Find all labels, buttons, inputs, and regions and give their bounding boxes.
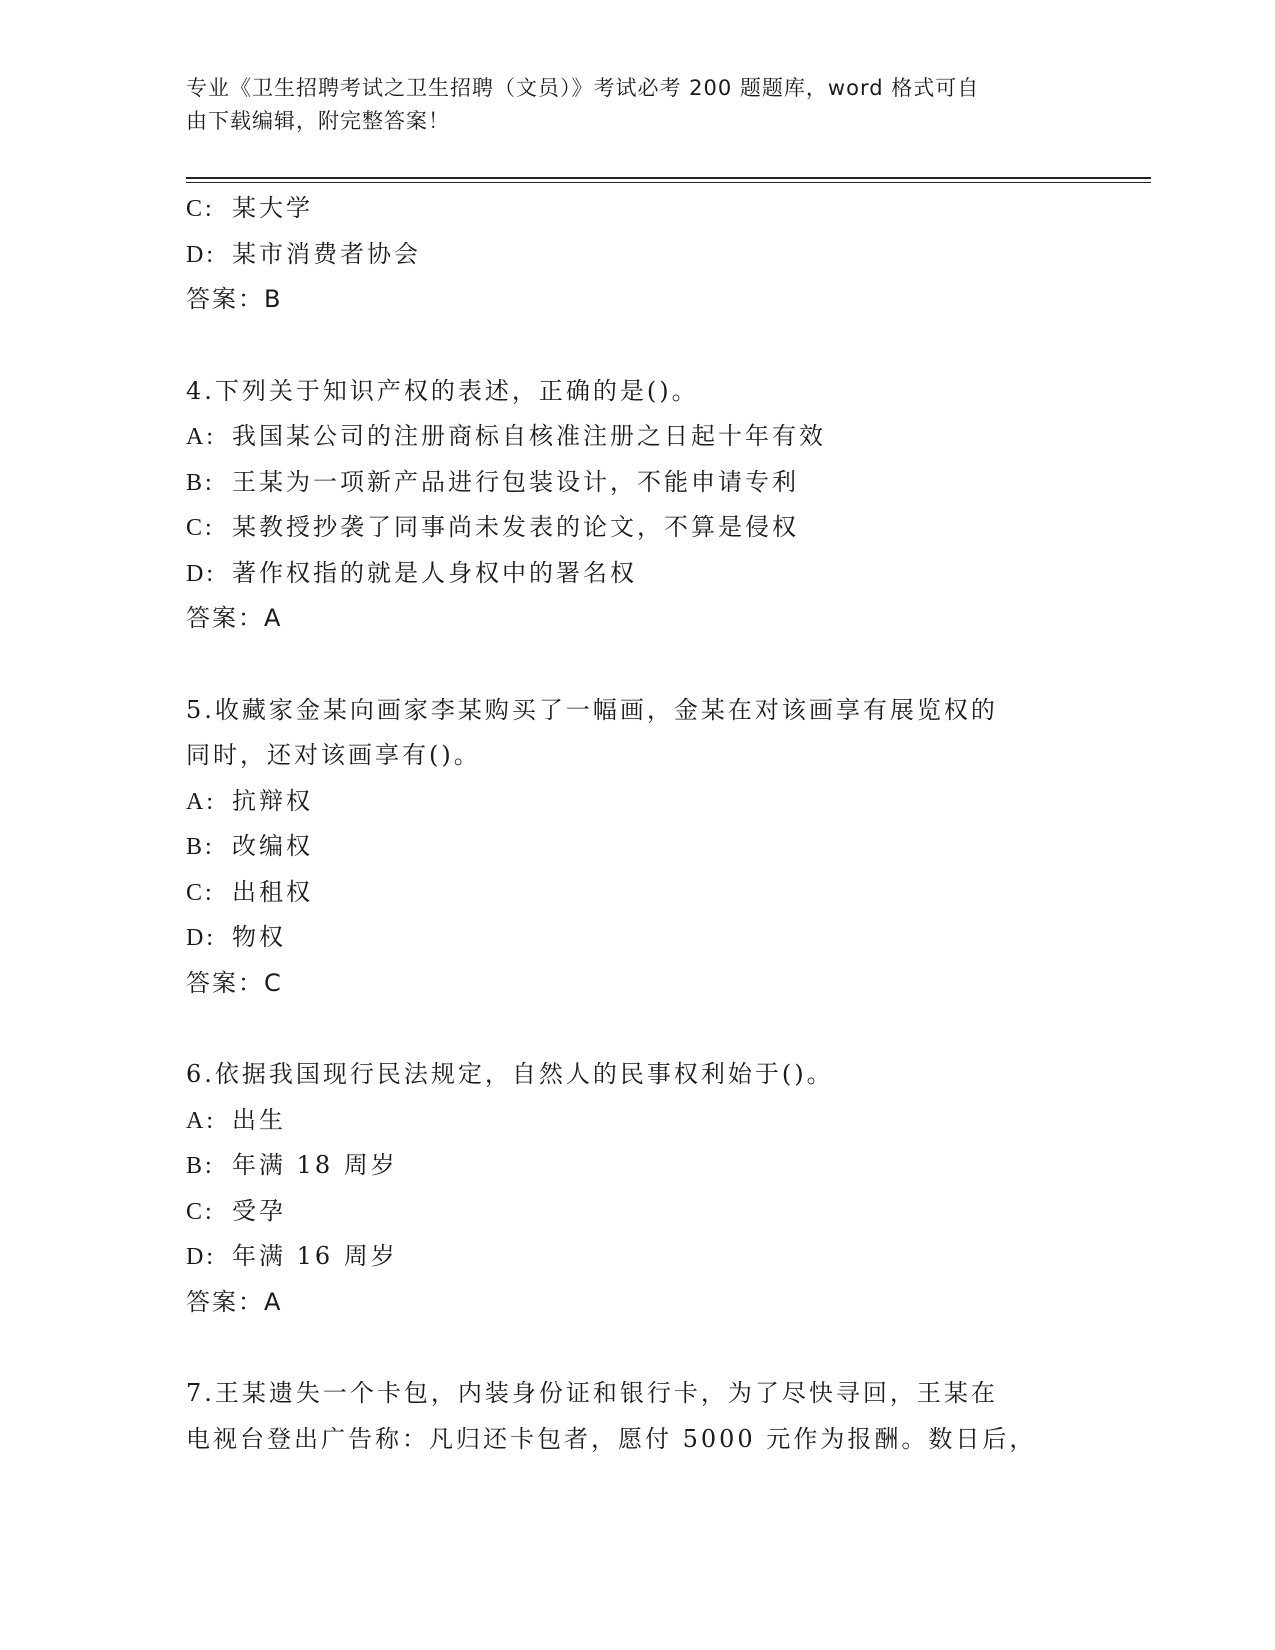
option-a: A: 抗辩权: [186, 786, 313, 815]
question-text-line-2: 电视台登出广告称：凡归还卡包者，愿付 5000 元作为报酬。数日后，: [186, 1424, 1037, 1453]
header-rule-thin: [186, 182, 1151, 183]
answer-line: 答案：B: [186, 285, 283, 313]
option-d: D: 著作权指的就是人身权中的署名权: [186, 558, 637, 587]
option-d: D: 年满 16 周岁: [186, 1242, 398, 1270]
question-text: 6.依据我国现行民法规定，自然人的民事权利始于()。: [186, 1060, 834, 1088]
question-text-line-1: 5.收藏家金某向画家李某购买了一幅画，金某在对该画享有展览权的: [186, 695, 998, 724]
question-text-line-2: 同时，还对该画享有()。: [186, 741, 481, 769]
option-a: A: 我国某公司的注册商标自核准注册之日起十年有效: [186, 422, 826, 450]
option-c: C: 某教授抄袭了同事尚未发表的论文，不算是侵权: [186, 513, 799, 541]
option-c: C: 受孕: [186, 1196, 286, 1225]
option-b: B: 年满 18 周岁: [186, 1151, 398, 1179]
document-header: [186, 72, 1066, 138]
question-text: 4.下列关于知识产权的表述，正确的是()。: [186, 376, 699, 405]
option-c: C: 出租权: [186, 877, 313, 906]
answer-line: 答案：C: [186, 968, 283, 997]
header-rule-thick: [186, 177, 1151, 179]
question-6: [186, 1052, 1066, 1325]
option-b: B: 改编权: [186, 832, 313, 860]
header-line-1: 专业《卫生招聘考试之卫生招聘（文员）》考试必考 200 题题库，word 格式可自: [186, 76, 980, 100]
question-3-continued: [186, 186, 1066, 323]
answer-line: 答案：A: [186, 604, 283, 632]
answer-line: 答案：A: [186, 1287, 283, 1316]
question-list: [186, 186, 1066, 1462]
option-b: B: 王某为一项新产品进行包装设计，不能申请专利: [186, 467, 799, 496]
header-line-2: 由下载编辑，附完整答案！: [186, 109, 450, 133]
option-d: D: 某市消费者协会: [186, 239, 421, 268]
option-a: A: 出生: [186, 1105, 286, 1134]
option-d: D: 物权: [186, 923, 286, 951]
question-text-line-1: 7.王某遗失一个卡包，内装身份证和银行卡，为了尽快寻回，王某在: [186, 1379, 998, 1407]
option-c: C: 某大学: [186, 194, 313, 222]
question-5: [186, 688, 1066, 1007]
question-4: [186, 369, 1066, 642]
question-7: [186, 1371, 1066, 1462]
